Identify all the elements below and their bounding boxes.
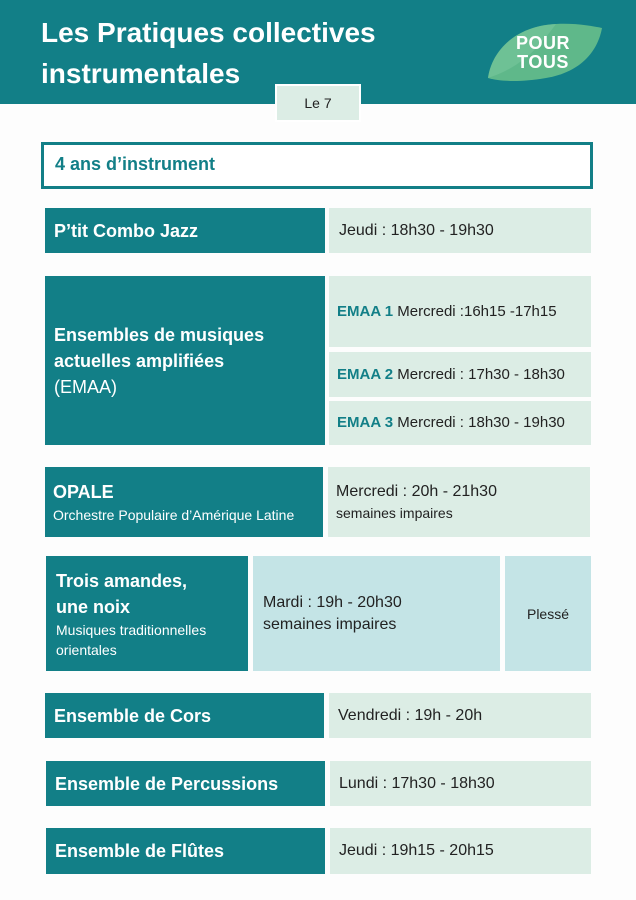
- schedule-emaa-1: [329, 276, 591, 347]
- schedule-line-2: semaines impaires: [263, 615, 397, 633]
- group-label: EMAA 3: [337, 414, 394, 431]
- schedule-trois-amandes: [253, 556, 500, 671]
- schedule-line-1: Mardi : 19h - 20h30: [263, 593, 402, 611]
- ensemble-trois-amandes: [46, 556, 248, 671]
- ensemble-name: Ensemble de Flûtes: [55, 841, 225, 861]
- ensemble-name-line-1: Ensembles de musiques: [54, 324, 265, 345]
- schedule-text: Mercredi : 17h30 - 18h30: [397, 365, 565, 383]
- schedule-note: semaines impaires: [336, 505, 453, 521]
- schedule-text: Mercredi : 18h30 - 19h30: [397, 414, 565, 431]
- schedule-text: Jeudi : 18h30 - 19h30: [339, 221, 494, 239]
- schedule-opale: [328, 467, 590, 537]
- ensemble-opale: [45, 467, 323, 537]
- ensemble-flutes: [46, 828, 325, 874]
- ensemble-subtitle: Orchestre Populaire d’Amérique Latine: [53, 507, 295, 523]
- title-line-2: instrumentales: [41, 58, 241, 89]
- ensemble-cors: [45, 693, 324, 738]
- level-heading: 4 ans d’instrument: [41, 142, 593, 189]
- schedule-text: Vendredi : 19h - 20h: [338, 706, 483, 724]
- ensemble-name-line-1: Trois amandes,: [56, 570, 188, 591]
- ensemble-name-line-2: une noix: [56, 596, 131, 617]
- schedule-emaa-2: [329, 352, 591, 397]
- schedule-percussions: [330, 761, 591, 806]
- ensemble-percussions: [46, 761, 325, 806]
- ensemble-name: OPALE: [53, 482, 114, 502]
- page-title: [41, 12, 481, 94]
- place-text: Plessé: [526, 605, 570, 622]
- ensemble-name-line-2: actuelles amplifiées: [54, 350, 225, 371]
- schedule-text: Mercredi :16h15 -17h15: [397, 302, 557, 320]
- schedule-cors: [329, 693, 591, 738]
- schedule-text: Mercredi : 20h - 21h30: [336, 483, 497, 500]
- schedule-text: Lundi : 17h30 - 18h30: [339, 774, 495, 792]
- ensemble-name: P’tit Combo Jazz: [54, 220, 199, 241]
- pour-tous-badge: [486, 20, 604, 84]
- ensemble-subtitle-line-1: Musiques traditionnelles: [56, 621, 207, 638]
- schedule-flutes: [330, 828, 591, 874]
- group-label: EMAA 2: [337, 365, 394, 383]
- ensemble-emaa: [45, 276, 325, 445]
- ensemble-combo-jazz: [45, 208, 325, 253]
- badge-line-1: POUR: [515, 33, 570, 53]
- schedule-combo-jazz: [329, 208, 591, 253]
- ensemble-name: Ensemble de Cors: [54, 705, 212, 726]
- place-trois-amandes: [505, 556, 591, 671]
- ensemble-name: Ensemble de Percussions: [55, 773, 279, 794]
- badge-text: [500, 34, 586, 72]
- ensemble-abbreviation: (EMAA): [54, 376, 117, 397]
- group-label: EMAA 1: [337, 302, 394, 320]
- ensemble-subtitle-line-2: orientales: [56, 641, 117, 658]
- schedule-text: Jeudi : 19h15 - 20h15: [339, 842, 494, 859]
- title-line-1: Les Pratiques collectives: [41, 17, 376, 48]
- badge-line-2: TOUS: [517, 52, 569, 72]
- schedule-emaa-3: [329, 401, 591, 445]
- location-tab: Le 7: [275, 84, 361, 122]
